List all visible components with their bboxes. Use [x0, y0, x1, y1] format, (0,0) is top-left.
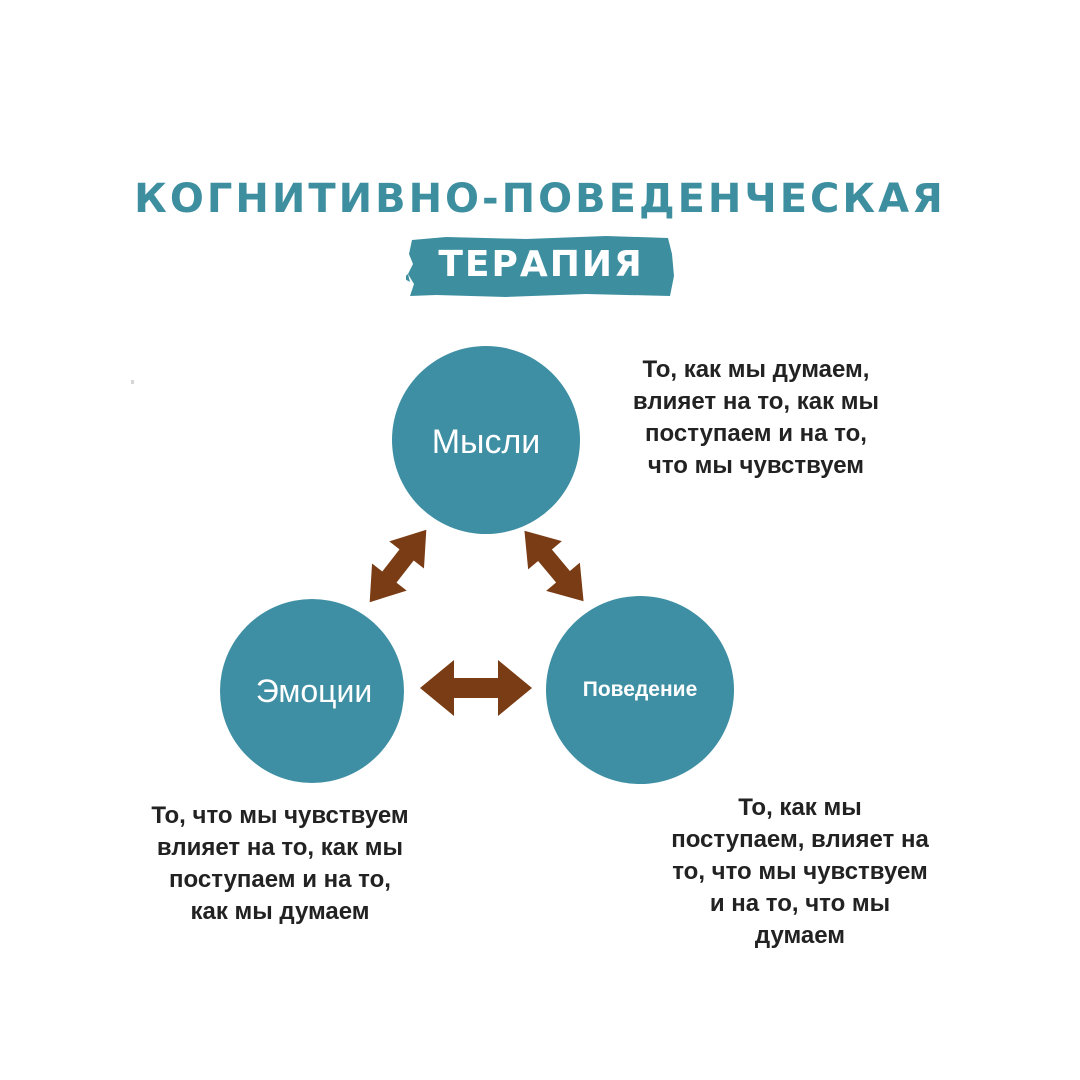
title-line-2: ТЕРАПИЯ [438, 244, 644, 285]
node-emotions-label: Эмоции [255, 672, 373, 709]
desc-thoughts: То, как мы думаем, влияет на то, как мы поступаем и на то, что мы чувствуем [632, 356, 880, 479]
desc-emotions: То, что мы чувствуем влияет на то, как мы поступаем и на то, как мы думаем [151, 802, 409, 925]
title-line-1: КОГНИТИВНО-ПОВЕДЕНЧЕСКАЯ [134, 176, 946, 222]
desc-behavior: То, как мы поступаем, влияет на то, что мы чувствуем и на то, что мы думаем [671, 794, 929, 949]
node-behavior [546, 596, 734, 784]
arrow-emotions-behavior [420, 660, 532, 716]
node-emotions [220, 599, 404, 783]
node-thoughts [392, 346, 580, 534]
arrow-thoughts-behavior [508, 517, 601, 616]
node-behavior-label: Поведение [582, 678, 698, 701]
arrow-thoughts-emotions [352, 516, 443, 616]
node-thoughts-label: Мысли [431, 422, 541, 461]
